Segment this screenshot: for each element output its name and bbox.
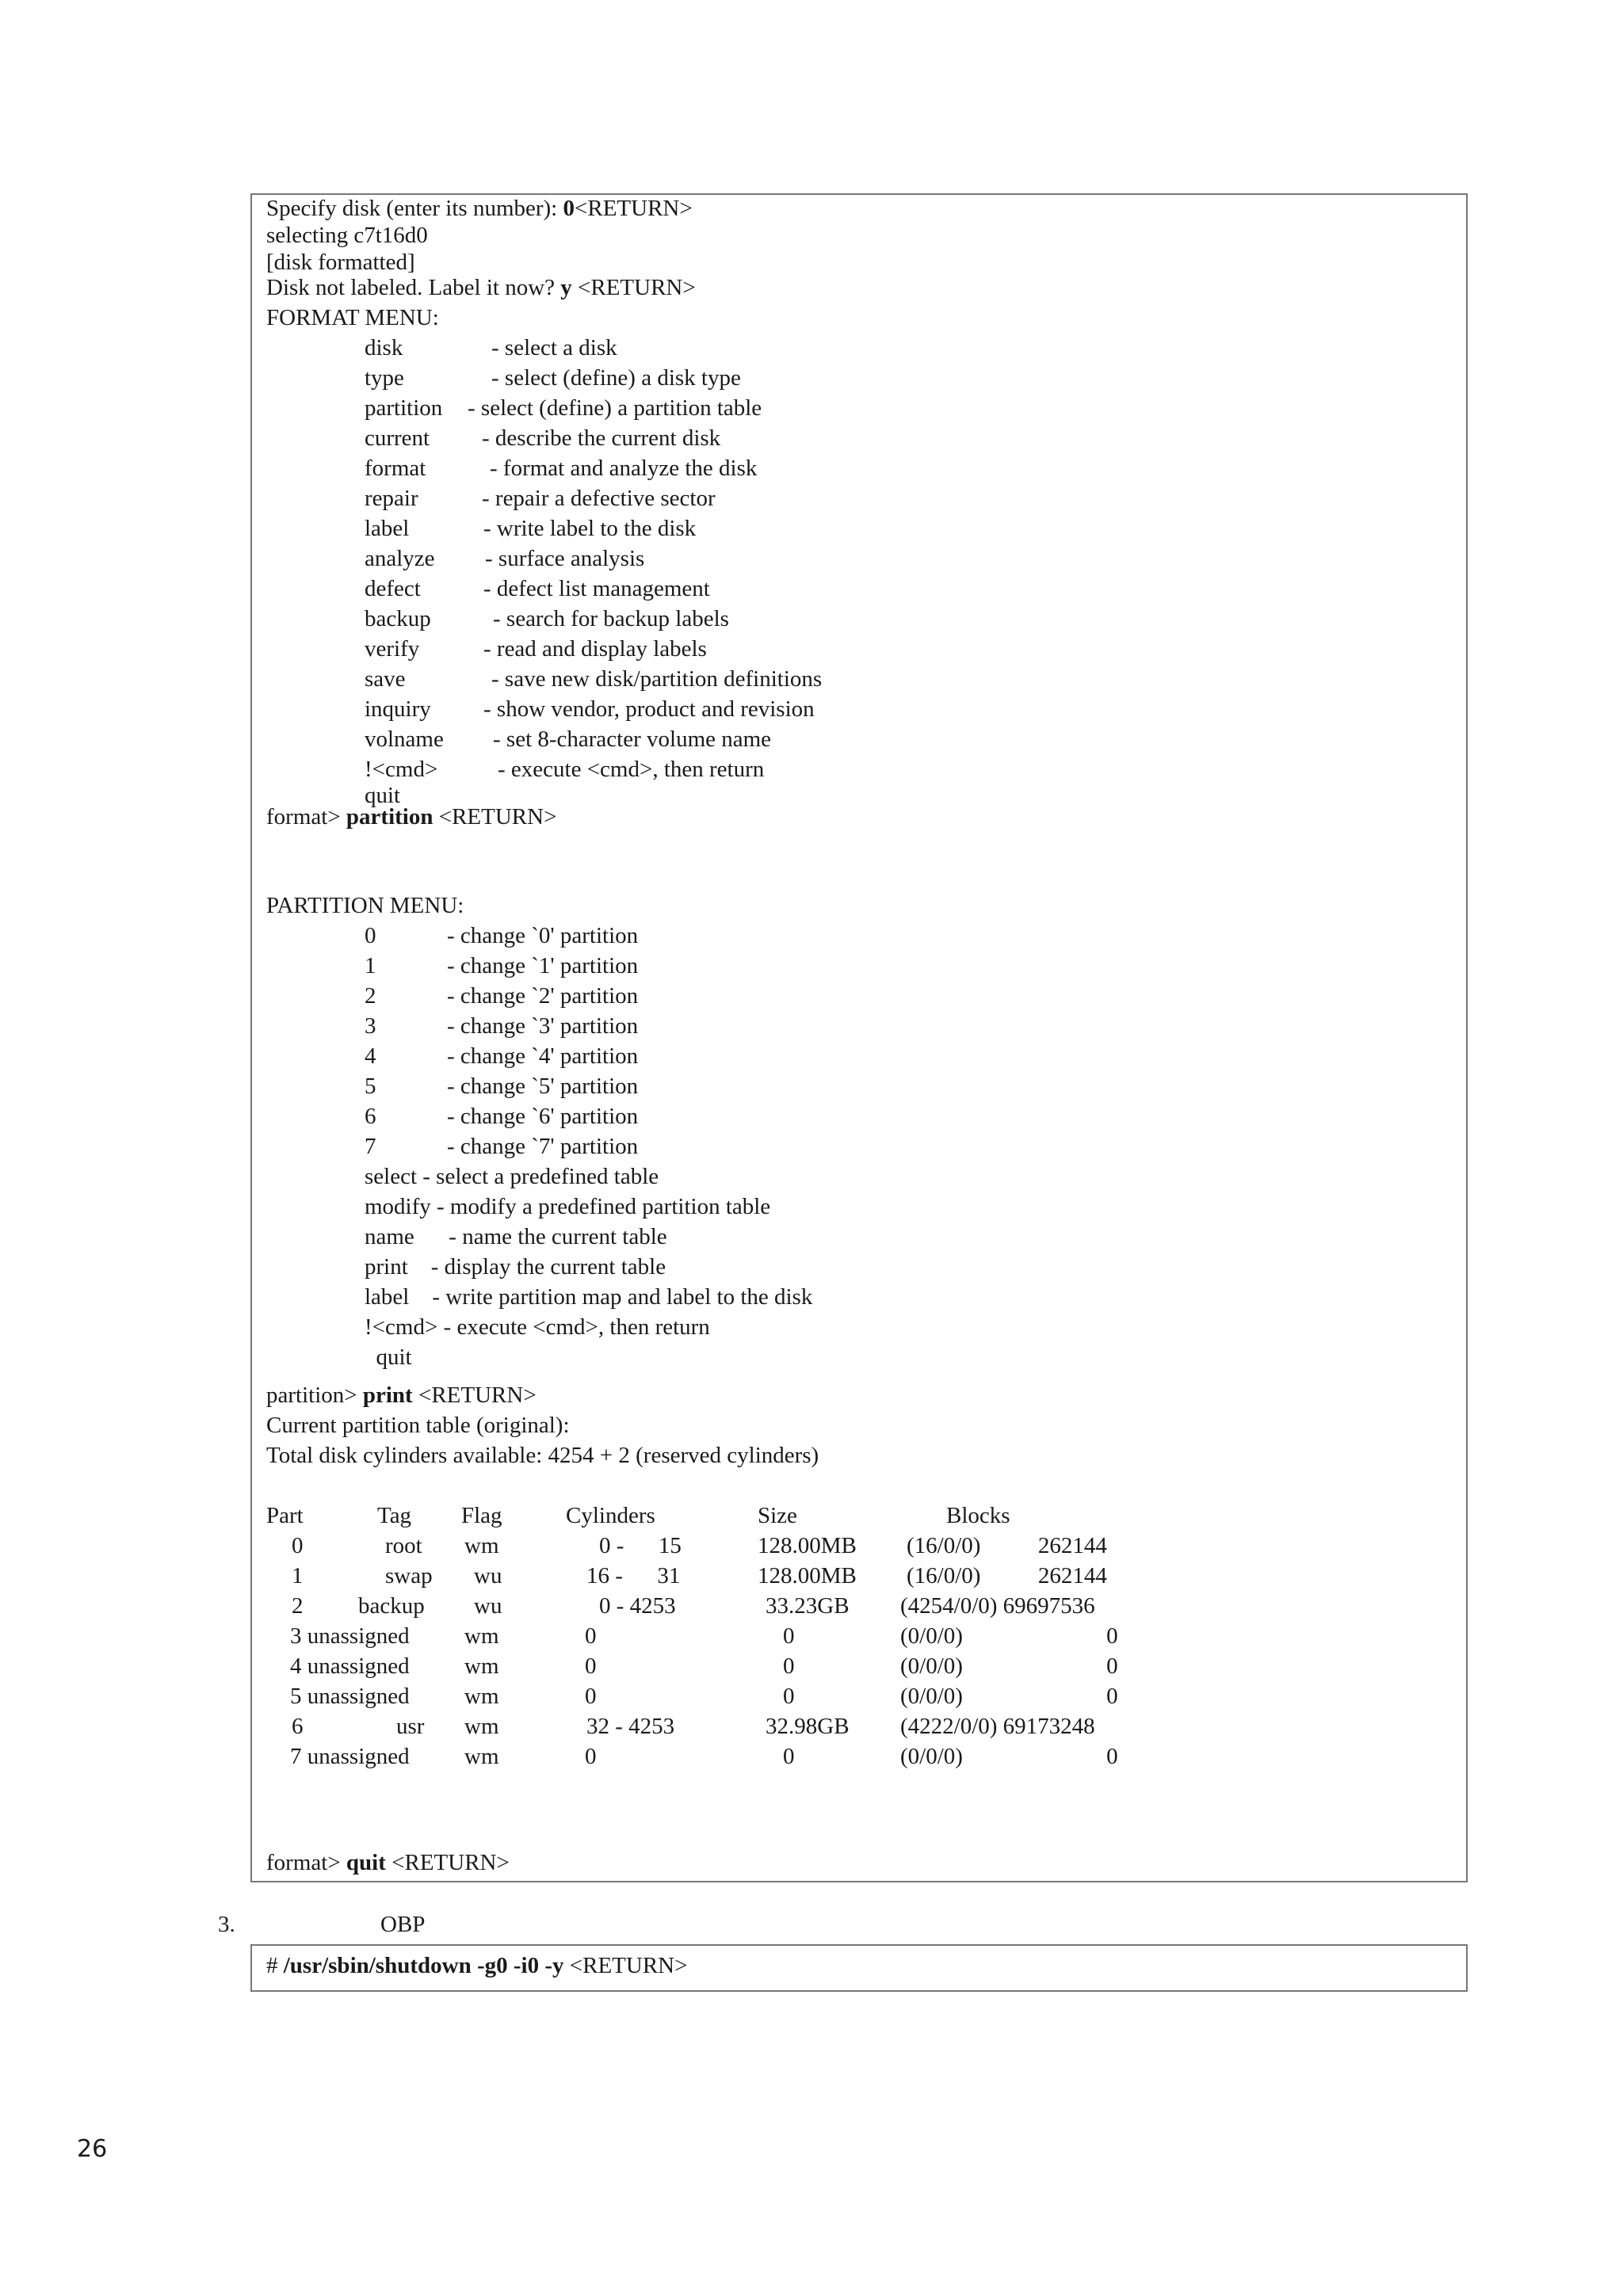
row-tag: backup xyxy=(358,1593,425,1619)
format-menu-desc: - select a disk xyxy=(491,335,617,360)
partition-menu-desc: - change `1' partition xyxy=(447,953,639,978)
row-flag: wm xyxy=(464,1684,499,1709)
partition-menu-cmd: 0 xyxy=(365,923,376,948)
row-size: 0 xyxy=(783,1623,795,1649)
row-part: 4 unassigned xyxy=(290,1653,410,1679)
row-flag: wu xyxy=(474,1563,502,1589)
row-size: 0 xyxy=(783,1653,795,1679)
partition-menu-cmd: 5 xyxy=(365,1074,376,1099)
row-part: 5 unassigned xyxy=(290,1684,410,1709)
format-menu-cmd: verify xyxy=(365,636,420,662)
partition-extra-item: label - write partition map and label to the disk xyxy=(365,1284,813,1310)
row-size: 32.98GB xyxy=(766,1714,850,1739)
format-menu-desc: - save new disk/partition definitions xyxy=(491,666,823,692)
partition-menu-cmd: 2 xyxy=(365,983,376,1009)
row-blocks: (4222/0/0) 69173248 xyxy=(900,1714,1095,1739)
row-cylinders: 0 xyxy=(585,1653,597,1679)
row-flag: wm xyxy=(464,1533,499,1558)
row-size: 0 xyxy=(783,1684,795,1709)
row-cylinders: 32 - 4253 xyxy=(586,1714,675,1739)
partition-menu-desc: - change `3' partition xyxy=(447,1013,639,1039)
quit-input: quit xyxy=(346,1850,386,1875)
row-flag: wm xyxy=(464,1744,499,1769)
specify-input: 0 xyxy=(563,196,575,221)
row-part: 1 xyxy=(292,1563,304,1589)
partition-menu-cmd: 7 xyxy=(365,1134,376,1159)
partition-menu-cmd: 6 xyxy=(365,1104,376,1129)
format-menu-desc: - set 8-character volume name xyxy=(493,727,772,752)
format-menu-desc: - surface analysis xyxy=(485,546,645,571)
label-prompt-line xyxy=(266,274,696,301)
format-menu-desc: - defect list management xyxy=(483,576,710,601)
format-menu-cmd: analyze xyxy=(365,546,435,571)
format-menu-desc: - format and analyze the disk xyxy=(490,456,758,481)
row-size: 128.00MB xyxy=(758,1563,857,1589)
row-blocks: (0/0/0) 0 xyxy=(900,1653,1118,1679)
format-menu-desc: - execute <cmd>, then return xyxy=(498,757,765,782)
format-menu-title: FORMAT MENU: xyxy=(266,305,439,330)
step-title: OBP xyxy=(380,1912,426,1937)
format-menu-cmd: !<cmd> xyxy=(365,757,438,782)
step-number: 3. xyxy=(218,1912,235,1937)
partition-suffix: <RETURN> xyxy=(412,1383,537,1408)
partition-extra-item: select - select a predefined table xyxy=(365,1164,659,1189)
partition-menu-cmd: 3 xyxy=(365,1013,376,1039)
format-menu-cmd: defect xyxy=(365,576,421,601)
format-menu-cmd: save xyxy=(365,666,406,692)
format-menu-desc: - read and display labels xyxy=(483,636,707,662)
format-menu-cmd: disk xyxy=(365,335,403,360)
partition-extra-item: name - name the current table xyxy=(365,1224,667,1249)
row-cylinders: 0 - 15 xyxy=(599,1533,682,1558)
row-part: 2 xyxy=(292,1593,304,1619)
formatted-line: [disk formatted] xyxy=(266,250,415,275)
format-menu-desc: - select (define) a disk type xyxy=(491,365,741,391)
terminal-session-box xyxy=(250,193,1468,1882)
format-menu-cmd: repair xyxy=(365,486,418,511)
row-flag: wm xyxy=(464,1623,499,1649)
quit-prompt-line xyxy=(266,1849,510,1876)
partition-menu-cmd: 4 xyxy=(365,1043,376,1069)
format-input: partition xyxy=(346,804,433,830)
selecting-line: selecting c7t16d0 xyxy=(266,223,428,248)
partition-menu-desc: - change `6' partition xyxy=(447,1104,639,1129)
format-menu-desc: - describe the current disk xyxy=(482,425,721,451)
row-part: 6 xyxy=(292,1714,304,1739)
quit-prompt: format> xyxy=(266,1850,346,1875)
row-blocks: (0/0/0) 0 xyxy=(900,1623,1118,1649)
row-tag: swap xyxy=(385,1563,433,1589)
partition-menu-title: PARTITION MENU: xyxy=(266,893,464,918)
format-menu-cmd: label xyxy=(365,516,410,541)
partition-menu-desc: - change `5' partition xyxy=(447,1074,639,1099)
header-size: Size xyxy=(758,1503,797,1528)
partition-extra-item: print - display the current table xyxy=(365,1254,666,1280)
row-cylinders: 0 xyxy=(585,1623,597,1649)
partition-prompt: partition> xyxy=(266,1383,363,1408)
partition-menu-desc: - change `2' partition xyxy=(447,983,639,1009)
row-flag: wm xyxy=(464,1653,499,1679)
shutdown-command-box xyxy=(250,1944,1468,1992)
row-blocks: (16/0/0) 262144 xyxy=(907,1563,1107,1589)
total-cylinders-line: Total disk cylinders available: 4254 + 2 (reserved cylinders) xyxy=(266,1443,819,1468)
row-part: 0 xyxy=(292,1533,304,1558)
header-part: Part xyxy=(266,1503,304,1528)
specify-suffix: <RETURN> xyxy=(575,196,693,221)
header-cylinders: Cylinders xyxy=(566,1503,655,1528)
row-blocks: (0/0/0) 0 xyxy=(900,1744,1118,1769)
row-size: 0 xyxy=(783,1744,795,1769)
row-cylinders: 16 - 31 xyxy=(586,1563,681,1589)
partition-extra-item: !<cmd> - execute <cmd>, then return xyxy=(365,1314,710,1340)
label-input: y xyxy=(560,275,572,300)
format-menu-cmd: partition xyxy=(365,395,443,421)
row-tag: usr xyxy=(396,1714,425,1739)
row-blocks: (4254/0/0) 69697536 xyxy=(900,1593,1095,1619)
row-tag: root xyxy=(385,1533,422,1558)
row-part: 3 unassigned xyxy=(290,1623,410,1649)
shutdown-suffix: <RETURN> xyxy=(563,1953,688,1978)
row-part: 7 unassigned xyxy=(290,1744,410,1769)
format-menu-desc: - write label to the disk xyxy=(483,516,697,541)
row-blocks: (16/0/0) 262144 xyxy=(907,1533,1107,1558)
format-menu-cmd: inquiry xyxy=(365,696,431,722)
shutdown-command: /usr/sbin/shutdown -g0 -i0 -y xyxy=(283,1953,564,1978)
header-blocks: Blocks xyxy=(946,1503,1010,1528)
format-menu-desc: - repair a defective sector xyxy=(482,486,716,511)
row-flag: wm xyxy=(464,1714,499,1739)
row-cylinders: 0 xyxy=(585,1684,597,1709)
shutdown-command-line xyxy=(266,1952,687,1979)
row-cylinders: 0 xyxy=(585,1744,597,1769)
row-size: 33.23GB xyxy=(766,1593,850,1619)
label-suffix: <RETURN> xyxy=(571,275,696,300)
format-menu-cmd: backup xyxy=(365,606,431,631)
quit-suffix: <RETURN> xyxy=(385,1850,510,1875)
current-table-line: Current partition table (original): xyxy=(266,1413,570,1438)
label-prompt: Disk not labeled. Label it now? xyxy=(266,275,561,300)
page-number: 26 xyxy=(77,2135,108,2163)
format-prompt-line xyxy=(266,803,556,830)
row-blocks: (0/0/0) 0 xyxy=(900,1684,1118,1709)
partition-extra-item: quit xyxy=(365,1344,412,1370)
row-size: 128.00MB xyxy=(758,1533,857,1558)
format-menu-desc: - show vendor, product and revision xyxy=(483,696,815,722)
format-menu-cmd: volname xyxy=(365,727,444,752)
format-prompt: format> xyxy=(266,804,346,830)
partition-menu-desc: - change `4' partition xyxy=(447,1043,639,1069)
header-tag: Tag xyxy=(377,1503,412,1528)
format-menu-cmd: current xyxy=(365,425,430,451)
shutdown-prompt: # xyxy=(266,1953,284,1978)
specify-prompt: Specify disk (enter its number): xyxy=(266,196,563,221)
partition-menu-cmd: 1 xyxy=(365,953,376,978)
partition-menu-desc: - change `7' partition xyxy=(447,1134,639,1159)
specify-disk-line xyxy=(266,195,693,222)
format-suffix: <RETURN> xyxy=(433,804,557,830)
format-menu-desc: - select (define) a partition table xyxy=(468,395,762,421)
partition-menu-desc: - change `0' partition xyxy=(447,923,639,948)
row-flag: wu xyxy=(474,1593,502,1619)
format-menu-desc: - search for backup labels xyxy=(493,606,729,631)
header-flag: Flag xyxy=(461,1503,502,1528)
partition-extra-item: modify - modify a predefined partition table xyxy=(365,1194,771,1219)
partition-prompt-line xyxy=(266,1382,537,1409)
partition-input: print xyxy=(362,1383,413,1408)
format-menu-cmd: format xyxy=(365,456,426,481)
row-cylinders: 0 - 4253 xyxy=(599,1593,676,1619)
format-quit: quit xyxy=(365,783,401,808)
format-menu-cmd: type xyxy=(365,365,404,391)
